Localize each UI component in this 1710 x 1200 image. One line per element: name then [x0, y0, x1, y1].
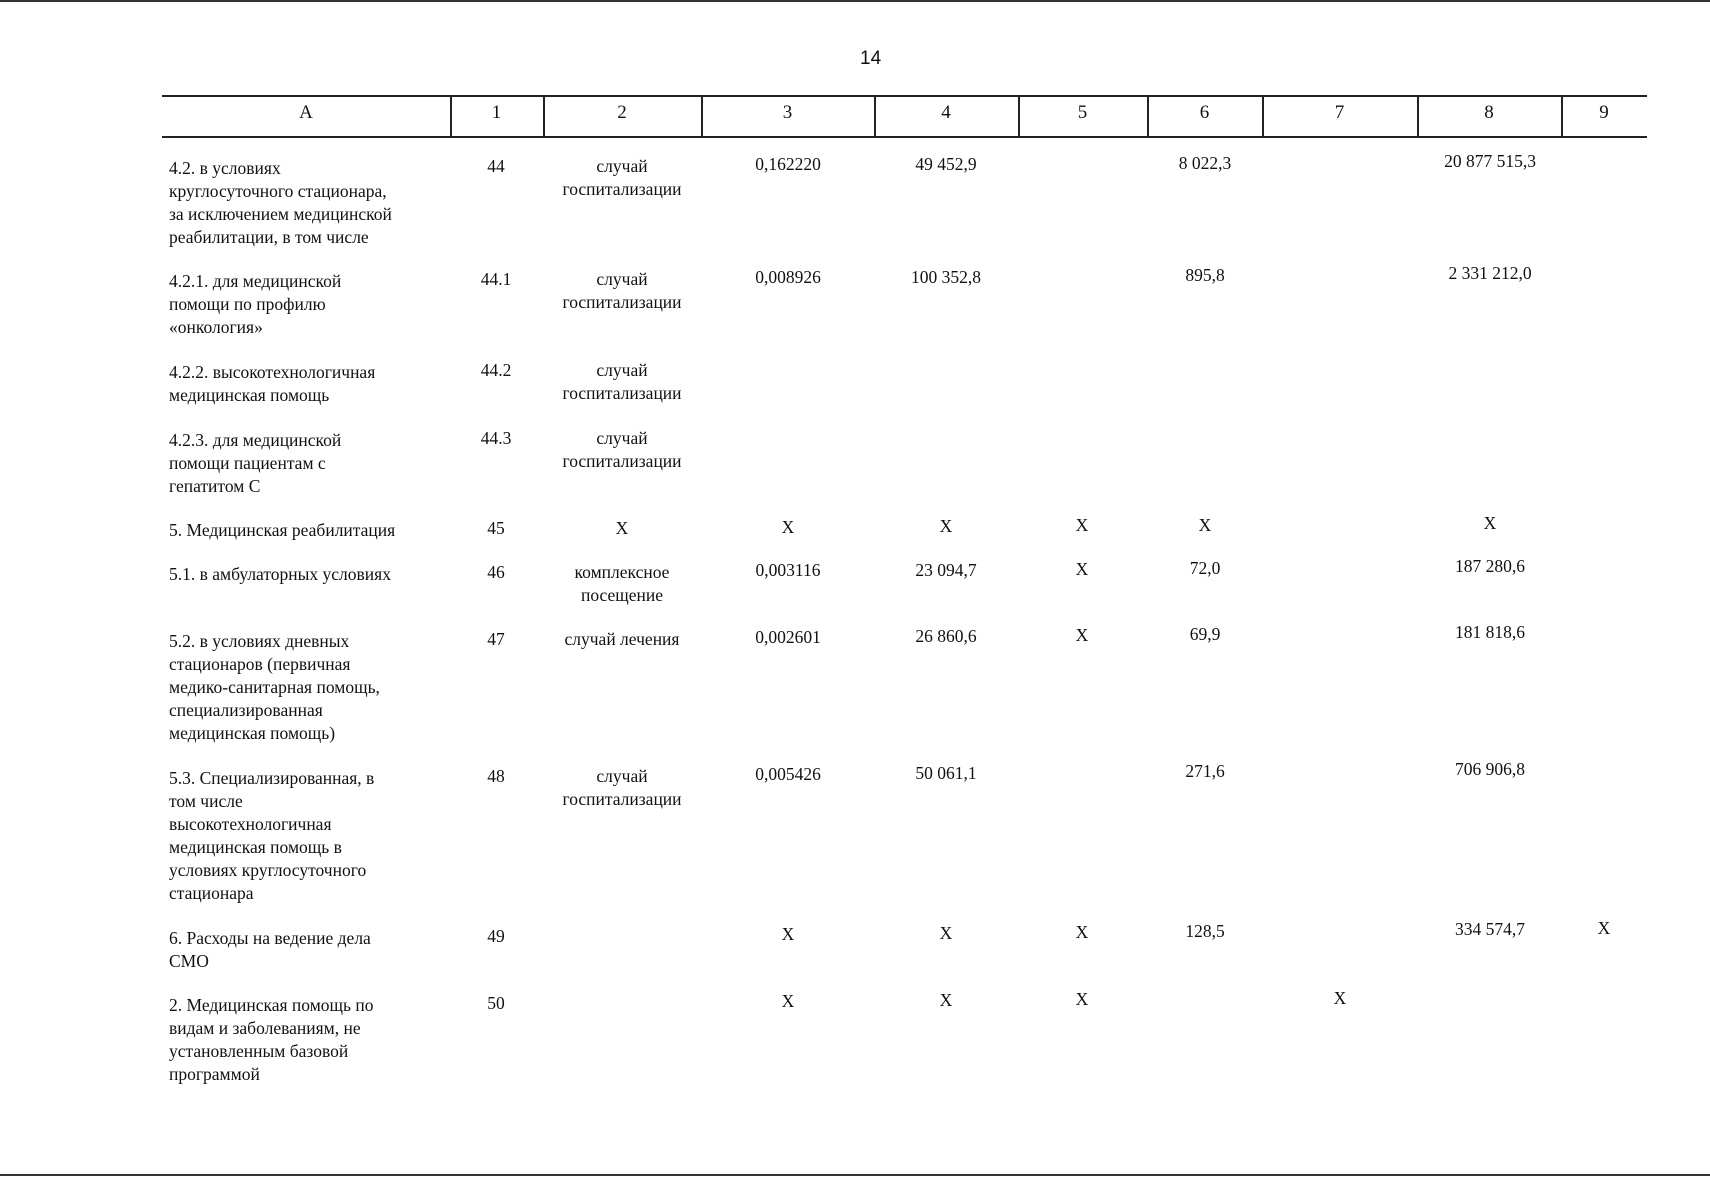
row-col-4: Х — [939, 990, 953, 1010]
row-label: 4.2.1. для медицинской помощи по профилю «онкология» — [169, 271, 342, 337]
row-unit: случай госпитализации — [562, 360, 682, 403]
row-col-3: 0,003116 — [755, 560, 821, 580]
row-col-6: 128,5 — [1185, 921, 1225, 941]
row-col-6: 271,6 — [1185, 761, 1225, 781]
row-col-6: Х — [1198, 515, 1212, 535]
row-col-4: 100 352,8 — [911, 267, 981, 287]
row-col-8: 181 818,6 — [1455, 622, 1525, 642]
row-code: 49 — [487, 926, 505, 946]
row-col-5: Х — [1075, 989, 1089, 1009]
header-col-1: 1 — [491, 102, 502, 123]
header-col-7: 7 — [1334, 102, 1345, 123]
row-col-3: Х — [781, 991, 795, 1011]
header-col-4: 4 — [941, 102, 951, 123]
row-unit: случай госпитализации — [562, 428, 682, 471]
row-label: 5.3. Специализированная, в том числе высокотехнологичная медицинская помощь в условиях круглосуточного стационара — [169, 768, 375, 903]
row-col-4: Х — [939, 516, 953, 536]
row-col-9: Х — [1597, 918, 1611, 938]
row-code: 48 — [487, 766, 505, 786]
row-unit: случай госпитализации — [562, 156, 682, 199]
row-label: 4.2. в условиях круглосуточного стационара, за исключением медицинской реабилитации, в том числе — [169, 158, 392, 247]
row-col-7: Х — [1333, 988, 1347, 1008]
row-col-3: 0,005426 — [755, 764, 821, 784]
row-col-8: 20 877 515,3 — [1444, 151, 1536, 171]
header-col-8: 8 — [1484, 102, 1494, 123]
row-label: 2. Медицинская помощь по видам и заболеваниям, не установленным базовой программой — [169, 995, 374, 1084]
row-col-3: Х — [781, 517, 795, 537]
row-col-6: 69,9 — [1189, 624, 1221, 644]
header-col-a: А — [299, 102, 313, 123]
row-col-3: 0,002601 — [755, 627, 821, 647]
row-col-6: 8 022,3 — [1178, 153, 1232, 173]
row-col-4: Х — [939, 923, 953, 943]
row-label: 4.2.2. высокотехнологичная медицинская помощь — [169, 362, 376, 405]
header-top-rule — [162, 95, 1647, 97]
row-col-3: 0,008926 — [755, 267, 821, 287]
row-col-6: 72,0 — [1189, 558, 1221, 578]
row-col-5: Х — [1075, 515, 1089, 535]
row-col-8: 334 574,7 — [1455, 919, 1525, 939]
header-col-6: 6 — [1199, 102, 1210, 123]
row-col-5: Х — [1075, 559, 1089, 579]
row-label: 4.2.3. для медицинской помощи пациентам с гепатитом С — [169, 430, 342, 496]
row-code: 44.3 — [480, 428, 512, 448]
row-col-4: 23 094,7 — [915, 560, 977, 580]
row-col-8: 187 280,6 — [1455, 556, 1525, 576]
row-label: 5.1. в амбулаторных условиях — [169, 564, 391, 584]
row-code: 47 — [487, 629, 505, 649]
row-unit: случай госпитализации — [562, 269, 682, 312]
row-col-4: 26 860,6 — [915, 626, 977, 646]
scan-top-edge — [0, 0, 1710, 2]
row-label: 6. Расходы на ведение дела СМО — [169, 928, 371, 971]
row-col-6: 895,8 — [1185, 265, 1225, 285]
row-col-5: Х — [1075, 625, 1089, 645]
row-label: 5.2. в условиях дневных стационаров (первичная медико-санитарная помощь, специализированная медицинская помощь) — [169, 631, 380, 743]
header-col-3: 3 — [782, 102, 793, 123]
row-col-4: 50 061,1 — [915, 763, 977, 783]
row-col-3: Х — [781, 924, 795, 944]
row-code: 44.1 — [480, 269, 512, 289]
row-code: 44 — [487, 156, 505, 176]
row-col-8: Х — [1483, 513, 1497, 533]
row-unit: Х — [615, 518, 629, 538]
row-code: 46 — [487, 562, 505, 582]
header-col-9: 9 — [1599, 102, 1609, 123]
row-code: 50 — [487, 993, 505, 1013]
row-unit: комплексное посещение — [574, 562, 670, 605]
row-unit: случай госпитализации — [562, 766, 682, 809]
row-unit: случай лечения — [564, 629, 680, 649]
row-col-3: 0,162220 — [755, 154, 821, 174]
header-col-2: 2 — [617, 102, 627, 123]
row-code: 45 — [487, 518, 505, 538]
row-code: 44.2 — [480, 360, 512, 380]
row-col-4: 49 452,9 — [915, 154, 977, 174]
row-col-8: 2 331 212,0 — [1448, 263, 1532, 283]
row-label: 5. Медицинская реабилитация — [169, 520, 396, 540]
row-col-5: Х — [1075, 922, 1089, 942]
header-bottom-rule — [162, 136, 1647, 138]
page-number: 14 — [860, 48, 882, 69]
scan-bottom-edge — [0, 1174, 1710, 1176]
header-col-5: 5 — [1077, 102, 1088, 123]
row-col-8: 706 906,8 — [1455, 759, 1525, 779]
